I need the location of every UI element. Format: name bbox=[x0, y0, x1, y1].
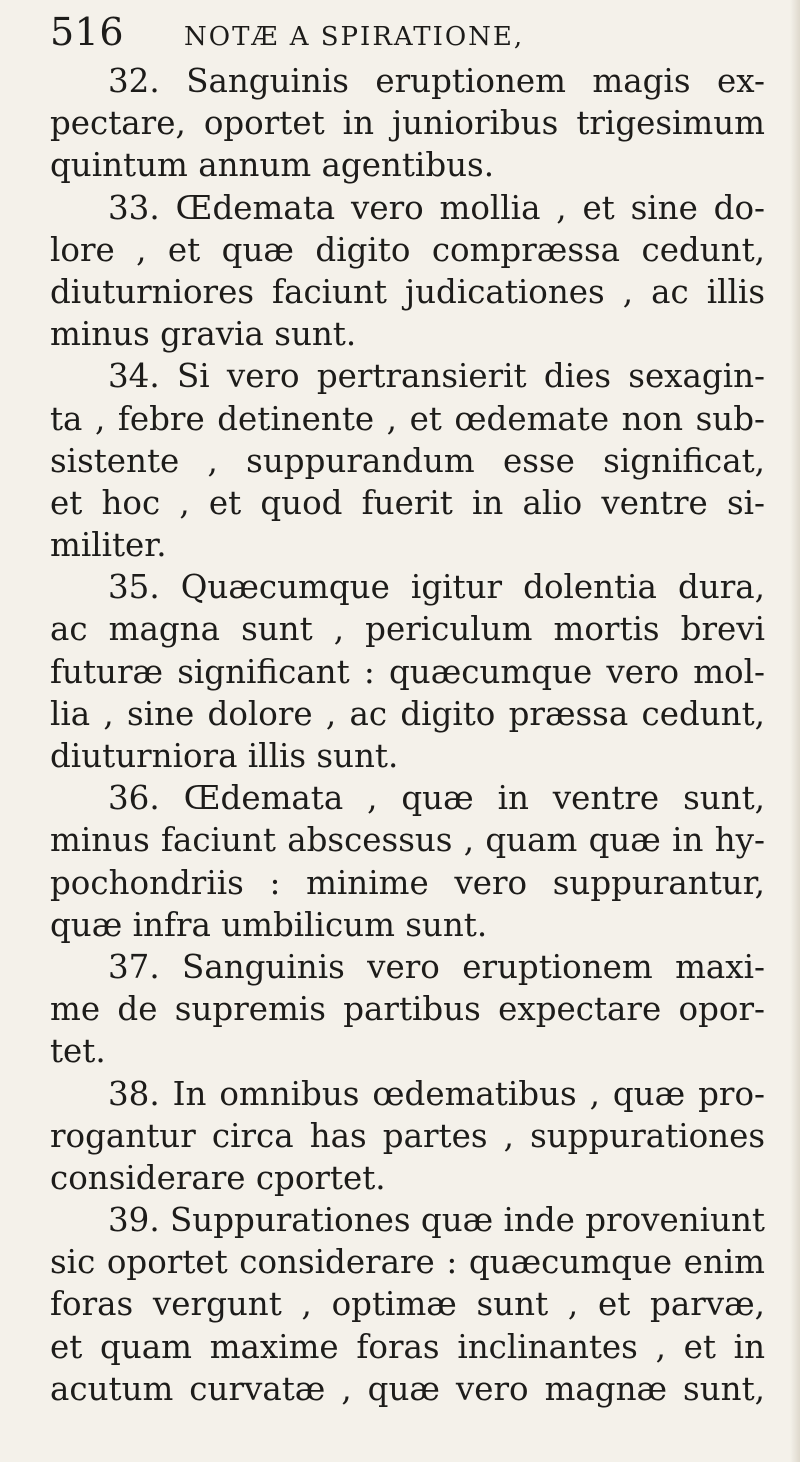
text-line: lia , sine dolore , ac digito præssa cedunt, bbox=[50, 694, 765, 733]
text-line: 32. Sanguinis eruptionem magis ex- bbox=[108, 62, 765, 100]
text-line: militer. bbox=[50, 526, 167, 565]
text-line: me de supremis partibus expectare opor- bbox=[50, 990, 765, 1029]
text-line: pochondriis : minime vero suppurantur, bbox=[50, 863, 765, 902]
text-line: 36. Œdemata , quæ in ventre sunt, bbox=[108, 779, 765, 818]
page-number: 516 bbox=[50, 10, 125, 54]
running-head bbox=[50, 10, 765, 58]
text-line: sic oportet considerare : quæcumque enim bbox=[50, 1243, 765, 1282]
text-line: rogantur circa has partes , suppurationes bbox=[50, 1116, 765, 1155]
text-line: sistente , suppurandum esse significat, bbox=[50, 441, 765, 480]
text-line: tet. bbox=[50, 1032, 106, 1071]
text-body bbox=[50, 60, 765, 1410]
text-line: quæ infra umbilicum sunt. bbox=[50, 905, 488, 944]
text-line: futuræ significant : quæcumque vero mol- bbox=[50, 652, 765, 691]
running-title: NOTÆ A SPIRATIONE, bbox=[184, 22, 525, 52]
text-line: considerare cportet. bbox=[50, 1158, 386, 1197]
page-edge-shadow bbox=[790, 0, 800, 1462]
text-line: ta , febre detinente , et œdemate non sub- bbox=[50, 399, 765, 438]
text-line: 39. Suppurationes quæ inde proveniunt bbox=[108, 1201, 765, 1240]
text-line: et hoc , et quod fuerit in alio ventre si- bbox=[50, 483, 765, 522]
text-line: minus gravia sunt. bbox=[50, 315, 357, 354]
text-line: foras vergunt , optimæ sunt , et parvæ, bbox=[50, 1285, 765, 1324]
text-line: 35. Quæcumque igitur dolentia dura, bbox=[108, 568, 765, 607]
text-line: et quam maxime foras inclinantes , et in bbox=[50, 1327, 765, 1366]
text-line: pectare, oportet in junioribus trigesimum bbox=[50, 104, 765, 143]
text-line: 33. Œdemata vero mollia , et sine do- bbox=[108, 188, 765, 227]
text-line: 37. Sanguinis vero eruptionem maxi- bbox=[108, 947, 765, 986]
text-line: acutum curvatæ , quæ vero magnæ sunt, bbox=[50, 1369, 765, 1408]
text-line: ac magna sunt , periculum mortis brevi bbox=[50, 610, 765, 649]
text-line: 38. In omnibus œdematibus , quæ pro- bbox=[108, 1074, 765, 1113]
text-line: 34. Si vero pertransierit dies sexagin- bbox=[108, 357, 765, 396]
text-line: minus faciunt abscessus , quam quæ in hy- bbox=[50, 821, 765, 860]
text-line: diuturniores faciunt judicationes , ac illis bbox=[50, 272, 765, 311]
text-line: lore , et quæ digito compræssa cedunt, bbox=[50, 230, 765, 269]
text-line: quintum annum agentibus. bbox=[50, 146, 495, 185]
text-line: diuturniora illis sunt. bbox=[50, 737, 399, 775]
